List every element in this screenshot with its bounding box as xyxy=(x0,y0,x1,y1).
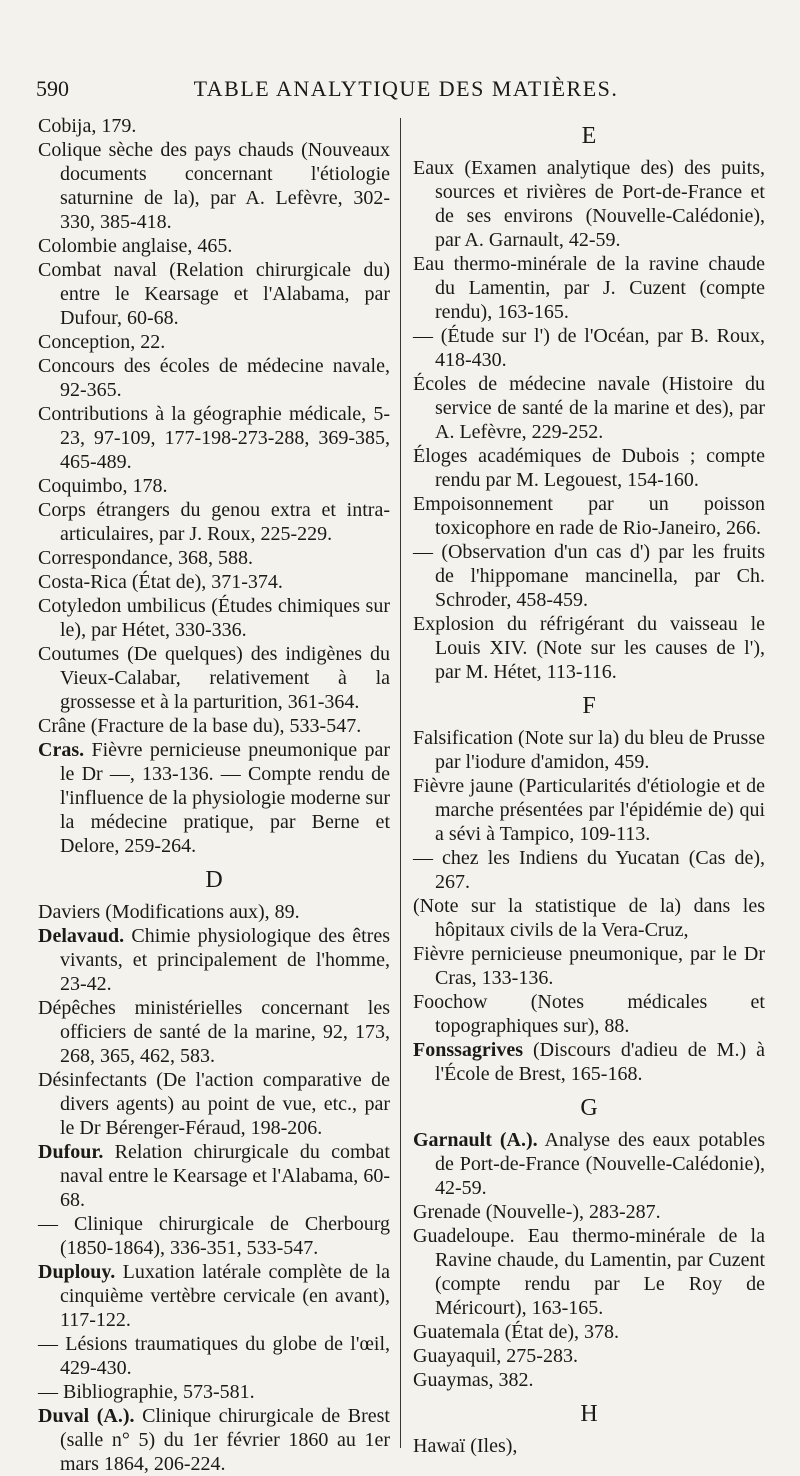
index-entry: Coquimbo, 178. xyxy=(38,475,168,497)
index-entry: Dépêches ministérielles concernant les officiers de santé de la marine, 92, 173, 268, 365, 462, 583. xyxy=(38,997,390,1067)
index-entry: Corps étrangers du genou extra et intra-articulaires, par J. Roux, 225-229. xyxy=(38,499,390,545)
index-entry: — chez les Indiens du Yucatan (Cas de), 267. xyxy=(413,847,765,893)
section-letter: F xyxy=(582,693,596,719)
index-entry: Concours des écoles de médecine navale, 92-365. xyxy=(38,355,390,401)
index-entry: Guayaquil, 275-283. xyxy=(413,1345,578,1367)
index-entry: Crâne (Fracture de la base du), 533-547. xyxy=(38,715,362,737)
index-entry: Eaux (Examen analytique des) des puits, sources et rivières de Port-de-France et de ses environs (Nouvelle-Calédonie), par A. Garnault, 42-59. xyxy=(413,157,765,251)
index-entry: Combat naval (Relation chirurgicale du) entre le Kearsage et l'Alabama, par Dufour, 60-68. xyxy=(38,259,390,329)
entry-headword: Garnault (A.). xyxy=(413,1129,538,1151)
index-entry: Foochow (Notes médicales et topographiques sur), 88. xyxy=(413,991,765,1037)
index-entry: (Note sur la statistique de la) dans les hôpitaux civils de la Vera-Cruz, xyxy=(413,895,765,941)
index-entry: Conception, 22. xyxy=(38,331,166,353)
index-entry: Falsification (Note sur la) du bleu de Prusse par l'iodure d'amidon, 459. xyxy=(413,727,765,773)
index-entry: Hawaï (Iles), xyxy=(413,1435,518,1457)
page-number: 590 xyxy=(36,76,69,101)
index-entry: — Lésions traumatiques du globe de l'œil, 429-430. xyxy=(38,1333,390,1379)
index-entry: Grenade (Nouvelle-), 283-287. xyxy=(413,1201,661,1223)
right-column xyxy=(413,114,765,1458)
index-columns xyxy=(38,114,773,1475)
index-entry: Garnault (A.). Analyse des eaux potables de Port-de-France (Nouvelle-Calédonie), 42-59. xyxy=(413,1129,766,1199)
index-entry: — (Étude sur l') de l'Océan, par B. Roux, 418-430. xyxy=(413,325,765,371)
index-entry: Dufour. Relation chirurgicale du combat naval entre le Kearsage et l'Alabama, 60-68. xyxy=(38,1141,390,1211)
index-entry: — Clinique chirurgicale de Cherbourg (1850-1864), 336-351, 533-547. xyxy=(38,1213,390,1259)
index-entry: Empoisonnement par un poisson toxicophore en rade de Rio-Janeiro, 266. xyxy=(413,493,765,539)
index-entry: Guaymas, 382. xyxy=(413,1369,534,1391)
index-entry: — Bibliographie, 573-581. xyxy=(38,1381,255,1403)
index-entry: Guadeloupe. Eau thermo-minérale de la Ravine chaude, du Lamentin, par Cuzent (compte rendu par Le Roy de Méricourt), 163-165. xyxy=(413,1225,765,1319)
index-entry: Delavaud. Chimie physiologique des êtres vivants, et principalement de l'homme, 23-42. xyxy=(38,925,390,995)
index-entry: Colombie anglaise, 465. xyxy=(38,235,233,257)
index-entry: Correspondance, 368, 588. xyxy=(38,547,253,569)
index-entry: Cobija, 179. xyxy=(38,115,137,137)
index-entry: Duplouy. Luxation latérale complète de la cinquième vertèbre cervicale (en avant), 117-122. xyxy=(38,1261,390,1331)
index-entry: Cras. Fièvre pernicieuse pneumonique par le Dr —, 133-136. — Compte rendu de l'influence de la physiologie moderne sur la médecine pratique, par Berne et Delore, 259-264. xyxy=(38,739,390,857)
index-entry: Contributions à la géographie médicale, 5-23, 97-109, 177-198-273-288, 369-385, 465-489. xyxy=(38,403,390,473)
index-entry: Coutumes (De quelques) des indigènes du Vieux-Calabar, relativement à la grossesse et à la parturition, 361-364. xyxy=(38,643,390,713)
index-entry: Guatemala (État de), 378. xyxy=(413,1321,620,1343)
section-letter: D xyxy=(205,867,223,893)
index-entry: Éloges académiques de Dubois ; compte rendu par M. Legouest, 154-160. xyxy=(413,445,765,491)
entry-headword: Duval (A.). xyxy=(38,1405,135,1427)
index-entry: Duval (A.). Clinique chirurgicale de Brest (salle n° 5) du 1er février 1860 au 1er mars 1864, 206-224. xyxy=(38,1405,390,1475)
page-header xyxy=(36,76,776,110)
entry-headword: Dufour. xyxy=(38,1141,104,1163)
entry-headword: Fonssagrives xyxy=(413,1039,523,1061)
index-entry: Daviers (Modifications aux), 89. xyxy=(38,901,300,923)
index-entry: Eau thermo-minérale de la ravine chaude du Lamentin, par J. Cuzent (compte rendu), 163-165. xyxy=(413,253,765,323)
section-letter: H xyxy=(580,1401,598,1427)
index-entry: — (Observation d'un cas d') par les fruits de l'hippomane mancinella, par Ch. Schroder, 458-459. xyxy=(413,541,765,611)
section-letter: E xyxy=(581,123,597,149)
index-entry: Fièvre jaune (Particularités d'étiologie et de marche présentées par l'épidémie de) qui a sévi à Tampico, 109-113. xyxy=(413,775,765,845)
index-entry: Costa-Rica (État de), 371-374. xyxy=(38,571,283,593)
left-column xyxy=(38,114,390,1476)
entry-headword: Duplouy. xyxy=(38,1261,116,1283)
running-title: TABLE ANALYTIQUE DES MATIÈRES. xyxy=(193,76,619,101)
index-entry: Cotyledon umbilicus (Études chimiques sur le), par Hétet, 330-336. xyxy=(38,595,390,641)
entry-headword: Delavaud. xyxy=(38,925,125,947)
index-entry: Colique sèche des pays chauds (Nouveaux documents concernant l'étiologie saturnine de la), par A. Lefèvre, 302-330, 385-418. xyxy=(38,139,390,233)
section-letter: G xyxy=(580,1095,598,1121)
column-divider xyxy=(400,118,401,1448)
index-entry: Fonssagrives (Discours d'adieu de M.) à l'École de Brest, 165-168. xyxy=(413,1039,765,1085)
index-entry: Fièvre pernicieuse pneumonique, par le Dr Cras, 133-136. xyxy=(413,943,765,989)
index-entry: Explosion du réfrigérant du vaisseau le Louis XIV. (Note sur les causes de l'), par M. Hétet, 113-116. xyxy=(413,613,765,683)
index-entry: Écoles de médecine navale (Histoire du service de santé de la marine et des), par A. Lefèvre, 229-252. xyxy=(413,373,765,443)
entry-headword: Cras. xyxy=(38,739,85,761)
index-entry: Désinfectants (De l'action comparative de divers agents) au point de vue, etc., par le Dr Bérenger-Féraud, 198-206. xyxy=(38,1069,390,1139)
